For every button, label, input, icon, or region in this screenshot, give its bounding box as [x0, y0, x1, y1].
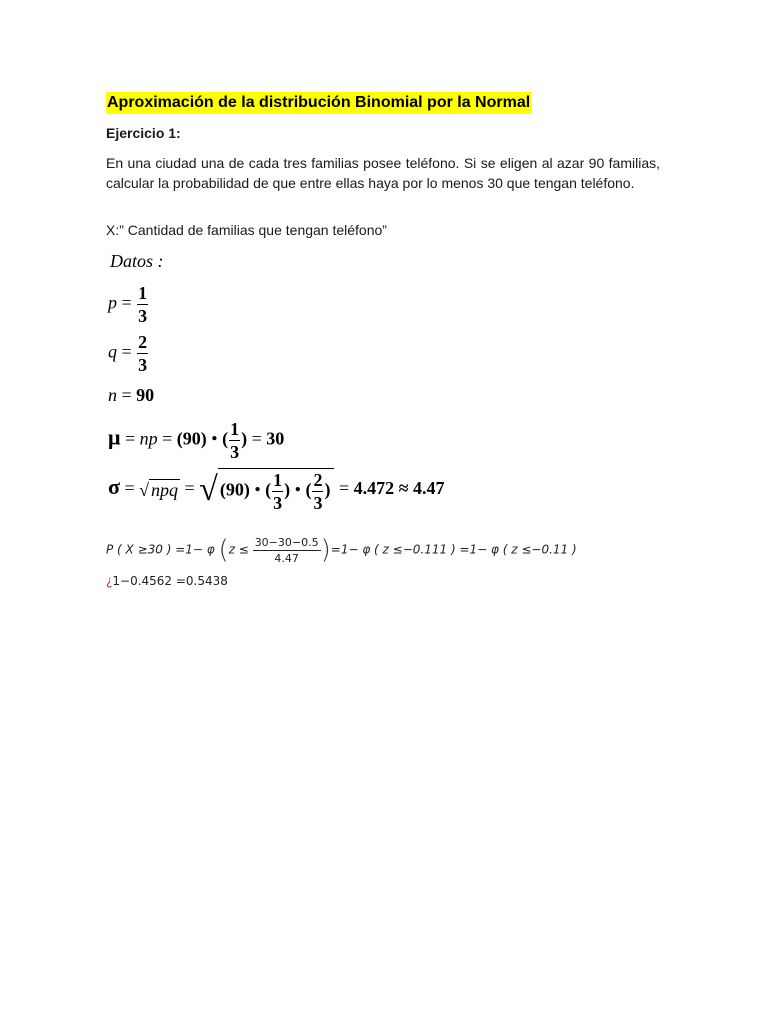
variable-definition: X:” Cantidad de familias que tengan teléfono” [106, 222, 387, 238]
sigma-num-2: 2 [313, 470, 323, 490]
sqrt-product: √ (90) • ( $\frac{1}{3}$ ) • ( $\frac{2}{3}$ ) [199, 468, 334, 512]
document-title: Aproximación de la distribución Binomial por la Normal [106, 92, 531, 114]
prob-frac-den: 4.47 [274, 551, 299, 565]
sigma-fraction-2 [312, 471, 323, 512]
result-glyph: ¿ [106, 574, 113, 588]
prob-fraction [253, 537, 321, 564]
sigma-result: 4.472 ≈ 4.47 [353, 478, 445, 499]
q-numerator: 2 [138, 332, 148, 352]
exercise-heading: Ejercicio 1: [106, 125, 181, 141]
prob-frac-num: 30−30−0.5 [254, 535, 319, 549]
p-denominator: 3 [138, 306, 148, 326]
sigma-den-1: 3 [273, 493, 283, 513]
prob-rest: =1− φ ( z ≤−0.111 ) =1− φ ( z ≤−0.11 ) [330, 542, 577, 557]
prob-lhs: P ( X ≥30 ) =1− φ [106, 542, 215, 557]
mu-paren: (90) [176, 428, 207, 449]
sqrt-npq: √ npq [139, 479, 179, 500]
prob-z-prefix: z ≤ [228, 542, 249, 557]
mu-result: 30 [266, 428, 285, 449]
equation-p: p = $\frac{1}{3}$ [108, 283, 148, 326]
mu-fraction [229, 420, 240, 461]
p-fraction [137, 284, 148, 325]
q-denominator: 3 [138, 355, 148, 375]
datos-label: Datos : [110, 251, 164, 271]
sigma-fraction-1 [272, 471, 283, 512]
npq-text: npq [151, 479, 179, 500]
equation-mu: μ = np = (90) • ( $\frac{1}{3}$ ) = 30 [108, 419, 285, 462]
sigma-symbol: σ [108, 474, 120, 500]
p-numerator: 1 [138, 283, 148, 303]
n-value: 90 [136, 385, 155, 405]
result-text: 1−0.4562 =0.5438 [112, 574, 228, 588]
sigma-den-2: 3 [313, 493, 323, 513]
mu-expr: np [139, 428, 158, 449]
mu-numerator: 1 [230, 419, 240, 439]
q-symbol: q [108, 341, 117, 362]
problem-statement: En una ciudad una de cada tres familias posee teléfono. Si se eligen al azar 90 familias, calcular la probabilidad de que entre ellas haya por lo menos 30 que tengan teléfono. [106, 155, 660, 191]
probability-equation: P ( X ≥30 ) =1− φ (z ≤ $\frac{30-30-0.5}{4.47}$ )=1− φ ( z ≤−0.111 ) =1− φ ( z ≤−0.11 ) [106, 535, 577, 565]
sigma-paren: (90) [219, 479, 250, 500]
equation-n: n = 90 [108, 385, 155, 405]
sigma-num-1: 1 [273, 470, 283, 490]
equation-sigma: σ = √ npq = √ (90) • ( $\frac{1}{3}$ ) • ( $\frac{2}{3}$ ) = 4.472 ≈ 4.47 [108, 470, 445, 513]
mu-symbol: μ [108, 424, 121, 450]
n-symbol: n [108, 385, 117, 405]
p-symbol: p [108, 292, 117, 313]
q-fraction [137, 333, 148, 374]
result-equation [106, 574, 228, 588]
mu-denominator: 3 [230, 442, 240, 462]
equation-q: q = $\frac{2}{3}$ [108, 332, 148, 375]
